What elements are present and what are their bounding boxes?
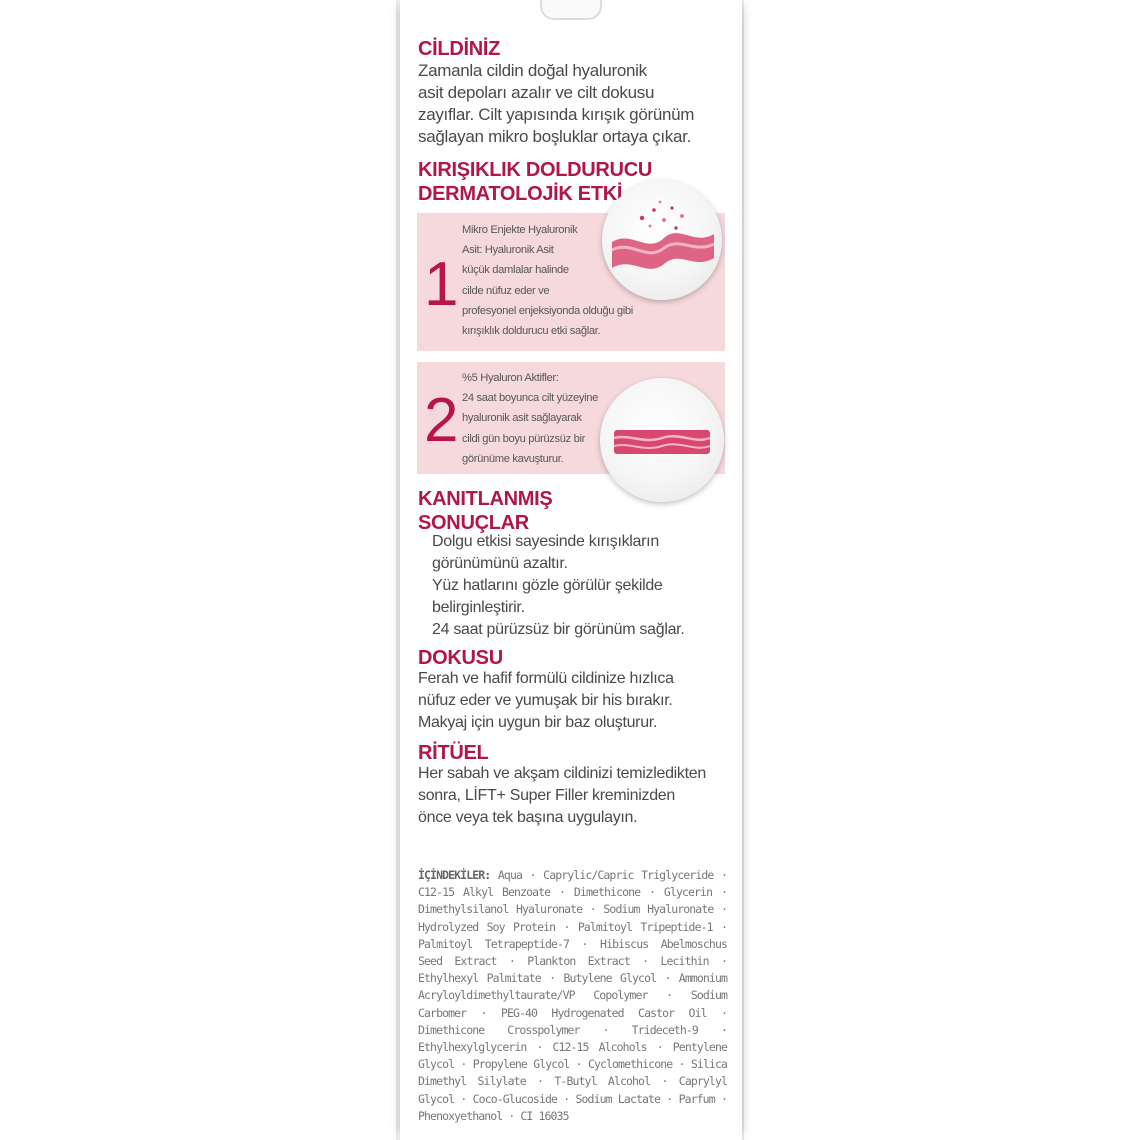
text-line: Zamanla cildin doğal hyaluronik [418,61,647,80]
ingredients-label: İÇİNDEKİLER: [418,868,491,882]
text-line: cildi gün boyu pürüzsüz bir [462,432,586,445]
title-line: DERMATOLOJİK ETKİ [418,183,623,205]
text-line: profesyonel enjeksiyonda olduğu gibi [462,304,633,317]
section-title-texture: DOKUSU [418,647,503,669]
text-line: Ferah ve hafif formülü cildinize hızlıca [418,670,674,687]
text-line: sağlayan mikro boşluklar ortaya çıkar. [418,127,692,146]
text-line: asit depoları azalır ve cilt dokusu [418,83,655,102]
text-line: belirginleştirir. [432,599,525,616]
text-line: zayıflar. Cilt yapısında kırışık görünüm [418,105,695,124]
text-line: nüfuz eder ve yumuşak bir his bırakır. [418,692,673,709]
text-line: Her sabah ve akşam cildinizi temizledikten [418,765,706,782]
text-line: Makyaj için uygun bir baz oluşturur. [418,714,658,731]
text-line: küçük damlalar halinde [462,264,569,277]
skin-injection-illustration [602,180,722,300]
text-line: Yüz hatlarını gözle görülür şekilde [432,577,663,594]
text-line: görünüme kavuşturur. [462,452,564,465]
text-line: önce veya tek başına uygulayın. [418,809,638,826]
text-line: Dolgu etkisi sayesinde kırışıkların [432,533,659,550]
text-line: kırışıklık doldurucu etki sağlar. [462,325,601,338]
text-line: Mikro Enjekte Hyaluronik [462,224,578,236]
skin-layer-icon [600,378,724,502]
package-tab-notch [540,0,602,20]
ingredients-list [418,867,727,1125]
section-title-ritual: RİTÜEL [418,742,489,764]
title-line: SONUÇLAR [418,512,529,534]
step-2-text [462,368,598,469]
section-body-cildiniz [418,60,738,148]
skin-surface-illustration [600,378,724,502]
text-line: %5 Hyaluron Aktifler: [462,372,559,384]
section-title-cildiniz: CİLDİNİZ [418,38,501,60]
step-2-number: 2 [424,386,459,455]
section-body-texture [418,668,738,734]
section-title-results [418,487,552,535]
text-line: 24 saat pürüzsüz bir görünüm sağlar. [432,621,685,638]
step-1-number: 1 [424,250,459,319]
text-line: Asit: Hyaluronik Asit [462,244,554,257]
ingredients-text: Aqua · Caprylic/Capric Triglyceride · C12-15 Alkyl Benzoate · Dimethicone · Glycerin · Dimethylsilanol Hyaluronate · Sodium Hyaluronate · Hydrolyzed Soy Protein · Palmitoyl Tripeptide-1 · Palmitoyl Tetrapeptide-7 · Hibiscus Abelmoschus Seed Extract · Plankton Extract · Lecithin · Ethylhexyl Palmitate · Butylene Glycol · Ammonium Acryloyldimethyltaurate/VP Copolymer · Sodium Carbomer · PEG-40 Hydrogenated Castor Oil · Dimethicone Crosspolymer · Trideceth-9 · Ethylhexylglycerin · C12-15 Alcohols · Pentylene Glycol · Propylene Glycol · Cyclomethicone · Silica Dimethyl Silylate · T-Butyl Alcohol · Caprylyl Glycol · Coco-Glucoside · Sodium Lactate · Parfum · Phenoxyethanol · CI 16035 [418,868,728,1123]
text-line: görünümünü azaltır. [432,555,568,572]
text-line: sonra, LİFT+ Super Filler kreminizden [418,787,676,804]
skin-layer-icon [602,180,722,300]
section-body-ritual [418,763,738,829]
title-line: KANITLANMIŞ [418,488,553,510]
title-line: KIRIŞIKLIK DOLDURUCU [418,159,652,181]
text-line: cilde nüfuz eder ve [462,284,550,297]
text-line: hyaluronik asit sağlayarak [462,412,582,425]
text-line: 24 saat boyunca cilt yüzeyine [462,392,598,405]
section-body-results [432,531,732,641]
